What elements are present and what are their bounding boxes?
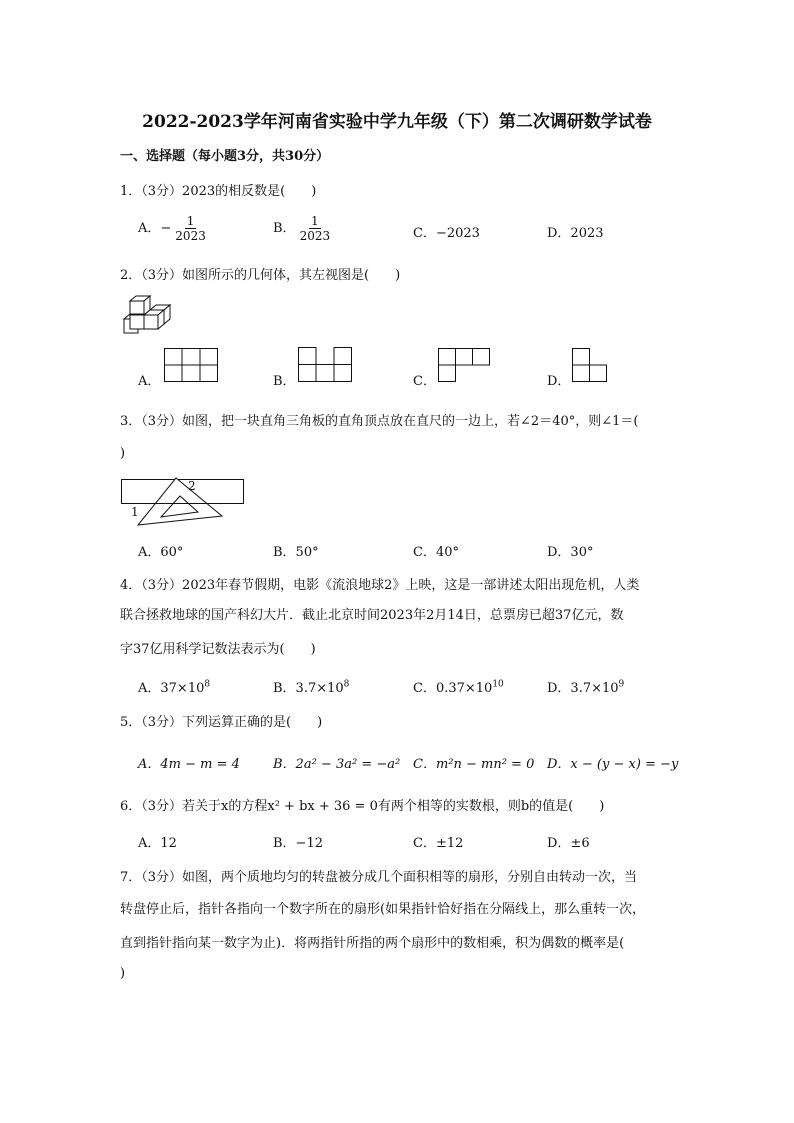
ruler-triangle-figure <box>118 476 248 532</box>
fraction-denominator: 2023 <box>175 229 206 243</box>
question-1-option-b <box>273 214 332 243</box>
section-heading: 一、选择题（每小题3分，共30分） <box>120 149 330 164</box>
cube-solid-figure <box>118 323 178 335</box>
question-7-stem-line-4: ) <box>120 966 126 981</box>
fraction-denominator: 2023 <box>299 229 331 243</box>
question-3-option-d: D．30° <box>547 545 594 560</box>
fraction-numerator: 1 <box>186 214 195 228</box>
question-2-option-d: D． <box>547 374 571 389</box>
question-6-option-a: A．12 <box>138 836 177 851</box>
question-3-stem-line-2: ) <box>120 446 126 461</box>
option-b-base: B．3.7×10 <box>273 681 344 696</box>
angle-2-label: 2 <box>188 479 196 493</box>
question-5-option-a: A．4m − m = 4 <box>138 757 240 772</box>
question-4-option-a <box>138 677 210 696</box>
question-2-option-c: C． <box>413 374 436 389</box>
question-4-option-d <box>547 677 624 696</box>
cube-solid-drawing <box>124 296 170 333</box>
question-2-stem: 2．（3分）如图所示的几何体，其左视图是( ) <box>120 268 401 283</box>
question-3-option-b: B．50° <box>273 545 319 560</box>
option-a-exponent: 8 <box>204 679 211 690</box>
option-d-view-figure <box>572 348 608 382</box>
question-7-stem-line-1: 7．（3分）如图，两个质地均匀的转盘被分成几个面积相等的扇形，分别自由转动一次，当 <box>120 870 638 885</box>
fraction <box>173 214 208 243</box>
question-1-option-a <box>138 214 208 243</box>
question-3-option-a: A．60° <box>138 545 184 560</box>
question-6-option-b: B．−12 <box>273 836 323 851</box>
question-4-stem-line-2: 联合拯救地球的国产科幻大片．截止北京时间2023年2月14日，总票房已超37亿元，数 <box>120 608 624 623</box>
option-a-sign: − <box>160 221 172 236</box>
question-6-option-c: C．±12 <box>413 836 464 851</box>
question-7-stem-line-3: 直到指针指向某一数字为止)．将两指针所指的两个扇形中的数相乘，积为偶数的概率是( <box>120 936 625 951</box>
question-2-option-b: B． <box>273 374 296 389</box>
question-1-option-c: C．−2023 <box>413 226 480 241</box>
angle-1-label: 1 <box>131 505 139 519</box>
option-b-exponent: 8 <box>343 679 350 690</box>
triangle-outer <box>138 478 222 525</box>
fraction <box>298 214 333 243</box>
question-2-option-a: A． <box>138 374 161 389</box>
fraction-numerator: 1 <box>311 214 319 228</box>
question-1-stem: 1．（3分）2023的相反数是( ) <box>120 184 317 199</box>
question-5-option-b: B．2a² − 3a² = −a² <box>273 757 401 772</box>
option-a-base: A．37×10 <box>138 681 205 696</box>
option-c-base: C．0.37×10 <box>413 681 493 696</box>
question-4-option-c <box>413 677 504 696</box>
question-3-stem-line-1: 3．（3分）如图，把一块直角三角板的直角顶点放在直尺的一边上，若∠2＝40°，则∠1＝( <box>120 414 639 429</box>
option-b-label: B． <box>273 221 296 236</box>
option-b-view-figure <box>298 347 352 382</box>
question-7-stem-line-2: 转盘停止后，指针各指向一个数字所在的扇形(如果指针恰好指在分隔线上，那么重转一次， <box>120 902 646 917</box>
option-a-view-figure <box>164 348 218 382</box>
question-5-option-d: D．x − (y − x) = −y <box>547 757 679 772</box>
question-3-option-c: C．40° <box>413 545 459 560</box>
question-1-option-d: D．2023 <box>547 226 604 241</box>
paper-title: 2022-2023学年河南省实验中学九年级（下）第二次调研数学试卷 <box>142 112 652 132</box>
question-6-stem: 6．（3分）若关于x的方程x² + bx + 36 = 0有两个相等的实数根，则b的值是( ) <box>120 799 605 814</box>
option-c-view-figure <box>438 348 490 382</box>
option-a-label: A． <box>138 221 161 236</box>
question-6-option-d: D．±6 <box>547 836 590 851</box>
option-d-base: D．3.7×10 <box>547 681 619 696</box>
option-c-exponent: 10 <box>492 679 504 690</box>
question-4-stem-line-3: 字37亿用科学记数法表示为( ) <box>120 642 316 657</box>
question-5-stem: 5．（3分）下列运算正确的是( ) <box>120 715 323 730</box>
question-4-stem-line-1: 4．（3分）2023年春节假期，电影《流浪地球2》上映，这是一部讲述太阳出现危机，人类 <box>120 578 640 593</box>
question-5-option-c: C．m²n − mn² = 0 <box>413 757 535 772</box>
option-d-exponent: 9 <box>618 679 625 690</box>
question-4-option-b <box>273 677 349 696</box>
